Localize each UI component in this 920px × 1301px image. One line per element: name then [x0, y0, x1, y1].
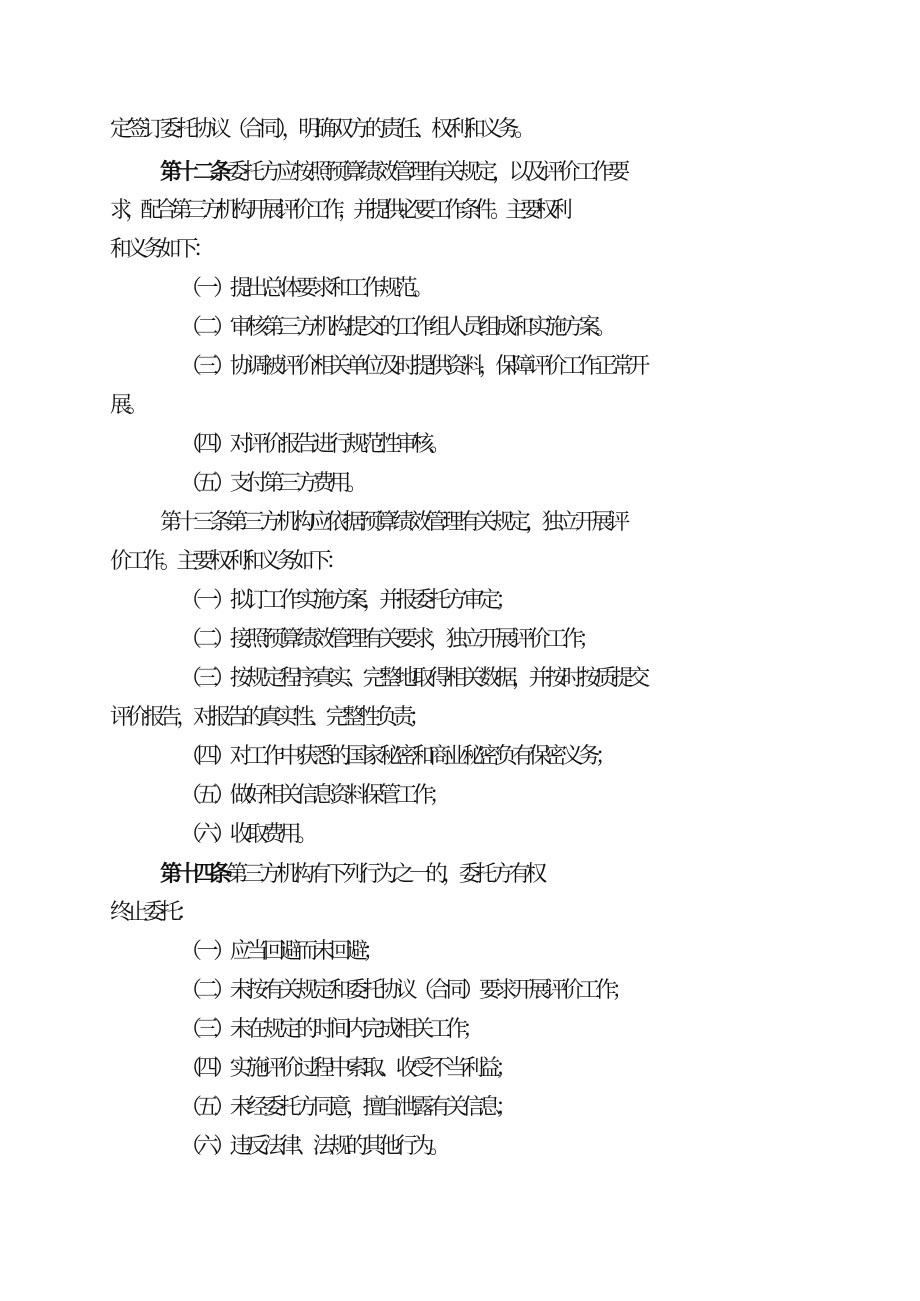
- list-item: [0, 270, 920, 308]
- line-text: （三）按规定程序真实、完整地取得相关数据，并按时按质提交: [180, 666, 645, 691]
- line-text: （四）对评价报告进行规范性审核。: [180, 432, 446, 457]
- list-item: [0, 972, 920, 1010]
- paragraph-line: [0, 894, 920, 932]
- list-item: [0, 660, 920, 698]
- paragraph-line: [0, 543, 920, 581]
- line-text: （一）拟订工作实施方案，并报委托方审定；: [180, 588, 513, 613]
- list-item: [0, 309, 920, 347]
- line-text: （二）审核第三方机构提交的工作组人员组成和实施方案。: [180, 315, 612, 340]
- list-item: [0, 933, 920, 971]
- list-item: [0, 1089, 920, 1127]
- paragraph-line: [0, 699, 920, 737]
- line-text: 委托方应按照预算绩效管理有关规定，以及评价工作要: [226, 160, 625, 185]
- line-text: 评价报告，对报告的真实性、完整性负责；: [110, 705, 426, 730]
- line-text: （二）接照预算绩效管理有关要求，独立开展评价工作；: [180, 627, 596, 652]
- article-12-heading: 第十二条: [160, 159, 227, 185]
- line-text: （六）违反法律、法规的其他行为。: [180, 1134, 446, 1159]
- article-14-heading: 第十四条: [160, 861, 227, 887]
- line-text: （三）未在规定的时间内完成相关工作；: [180, 1017, 479, 1042]
- line-text: 第三方机构有下列行为之一的，委托方有权: [226, 862, 542, 887]
- article-12-first-line: [0, 153, 920, 191]
- list-item: [0, 465, 920, 503]
- article-13-first-line: [0, 504, 920, 542]
- line-text: 求，配合第三方机构开展评价工作，并提供必要工作条件。主要权利: [110, 198, 567, 223]
- line-text: 第十三条第三方机构应依据预算绩效管理有关规定，独立开展评: [160, 510, 625, 535]
- line-text: （一）提出总体要求和工作规范。: [180, 276, 430, 301]
- line-text: （五）支付第三方费用。: [180, 471, 363, 496]
- line-text: 和义务如下：: [110, 237, 210, 262]
- list-item: [0, 1050, 920, 1088]
- paragraph-line: [0, 192, 920, 230]
- paragraph-line: [0, 231, 920, 269]
- line-text: （二）未按有关规定和委托协议（合同）要求开展评价工作；: [180, 978, 629, 1003]
- line-text: 展。: [110, 393, 144, 418]
- paragraph-line: [0, 111, 920, 149]
- list-item: [0, 1011, 920, 1049]
- line-text: 价工作。主要权利和义务如下：: [110, 549, 343, 574]
- line-text: （六）收取费用。: [180, 822, 313, 847]
- list-item: [0, 816, 920, 854]
- article-14-first-line: [0, 855, 920, 893]
- list-item: [0, 582, 920, 620]
- line-text: （五）未经委托方同意，擅自泄露有关信息；: [180, 1095, 513, 1120]
- line-text: （四）实施评价过程中索取、收受不当利益；: [180, 1056, 513, 1081]
- list-item: [0, 348, 920, 386]
- line-text: （三）协调被评价相关单位及时提供资料，保障评价工作正常开: [180, 354, 645, 379]
- line-text: （四）对工作中获悉的国家秘密和商业秘密负有保密义务；: [180, 744, 612, 769]
- list-item: [0, 621, 920, 659]
- line-text: （一）应当回避而未回避；: [180, 939, 380, 964]
- line-text: （五）做好相关信息资料保管工作；: [180, 783, 446, 808]
- list-item: [0, 738, 920, 776]
- list-item: [0, 777, 920, 815]
- line-text: 定签订委托协议（合同），明确双方的责任、权利和义务。: [110, 117, 531, 142]
- list-item: [0, 426, 920, 464]
- line-text: 终止委托：: [110, 900, 194, 925]
- paragraph-line: [0, 387, 920, 425]
- list-item: [0, 1128, 920, 1166]
